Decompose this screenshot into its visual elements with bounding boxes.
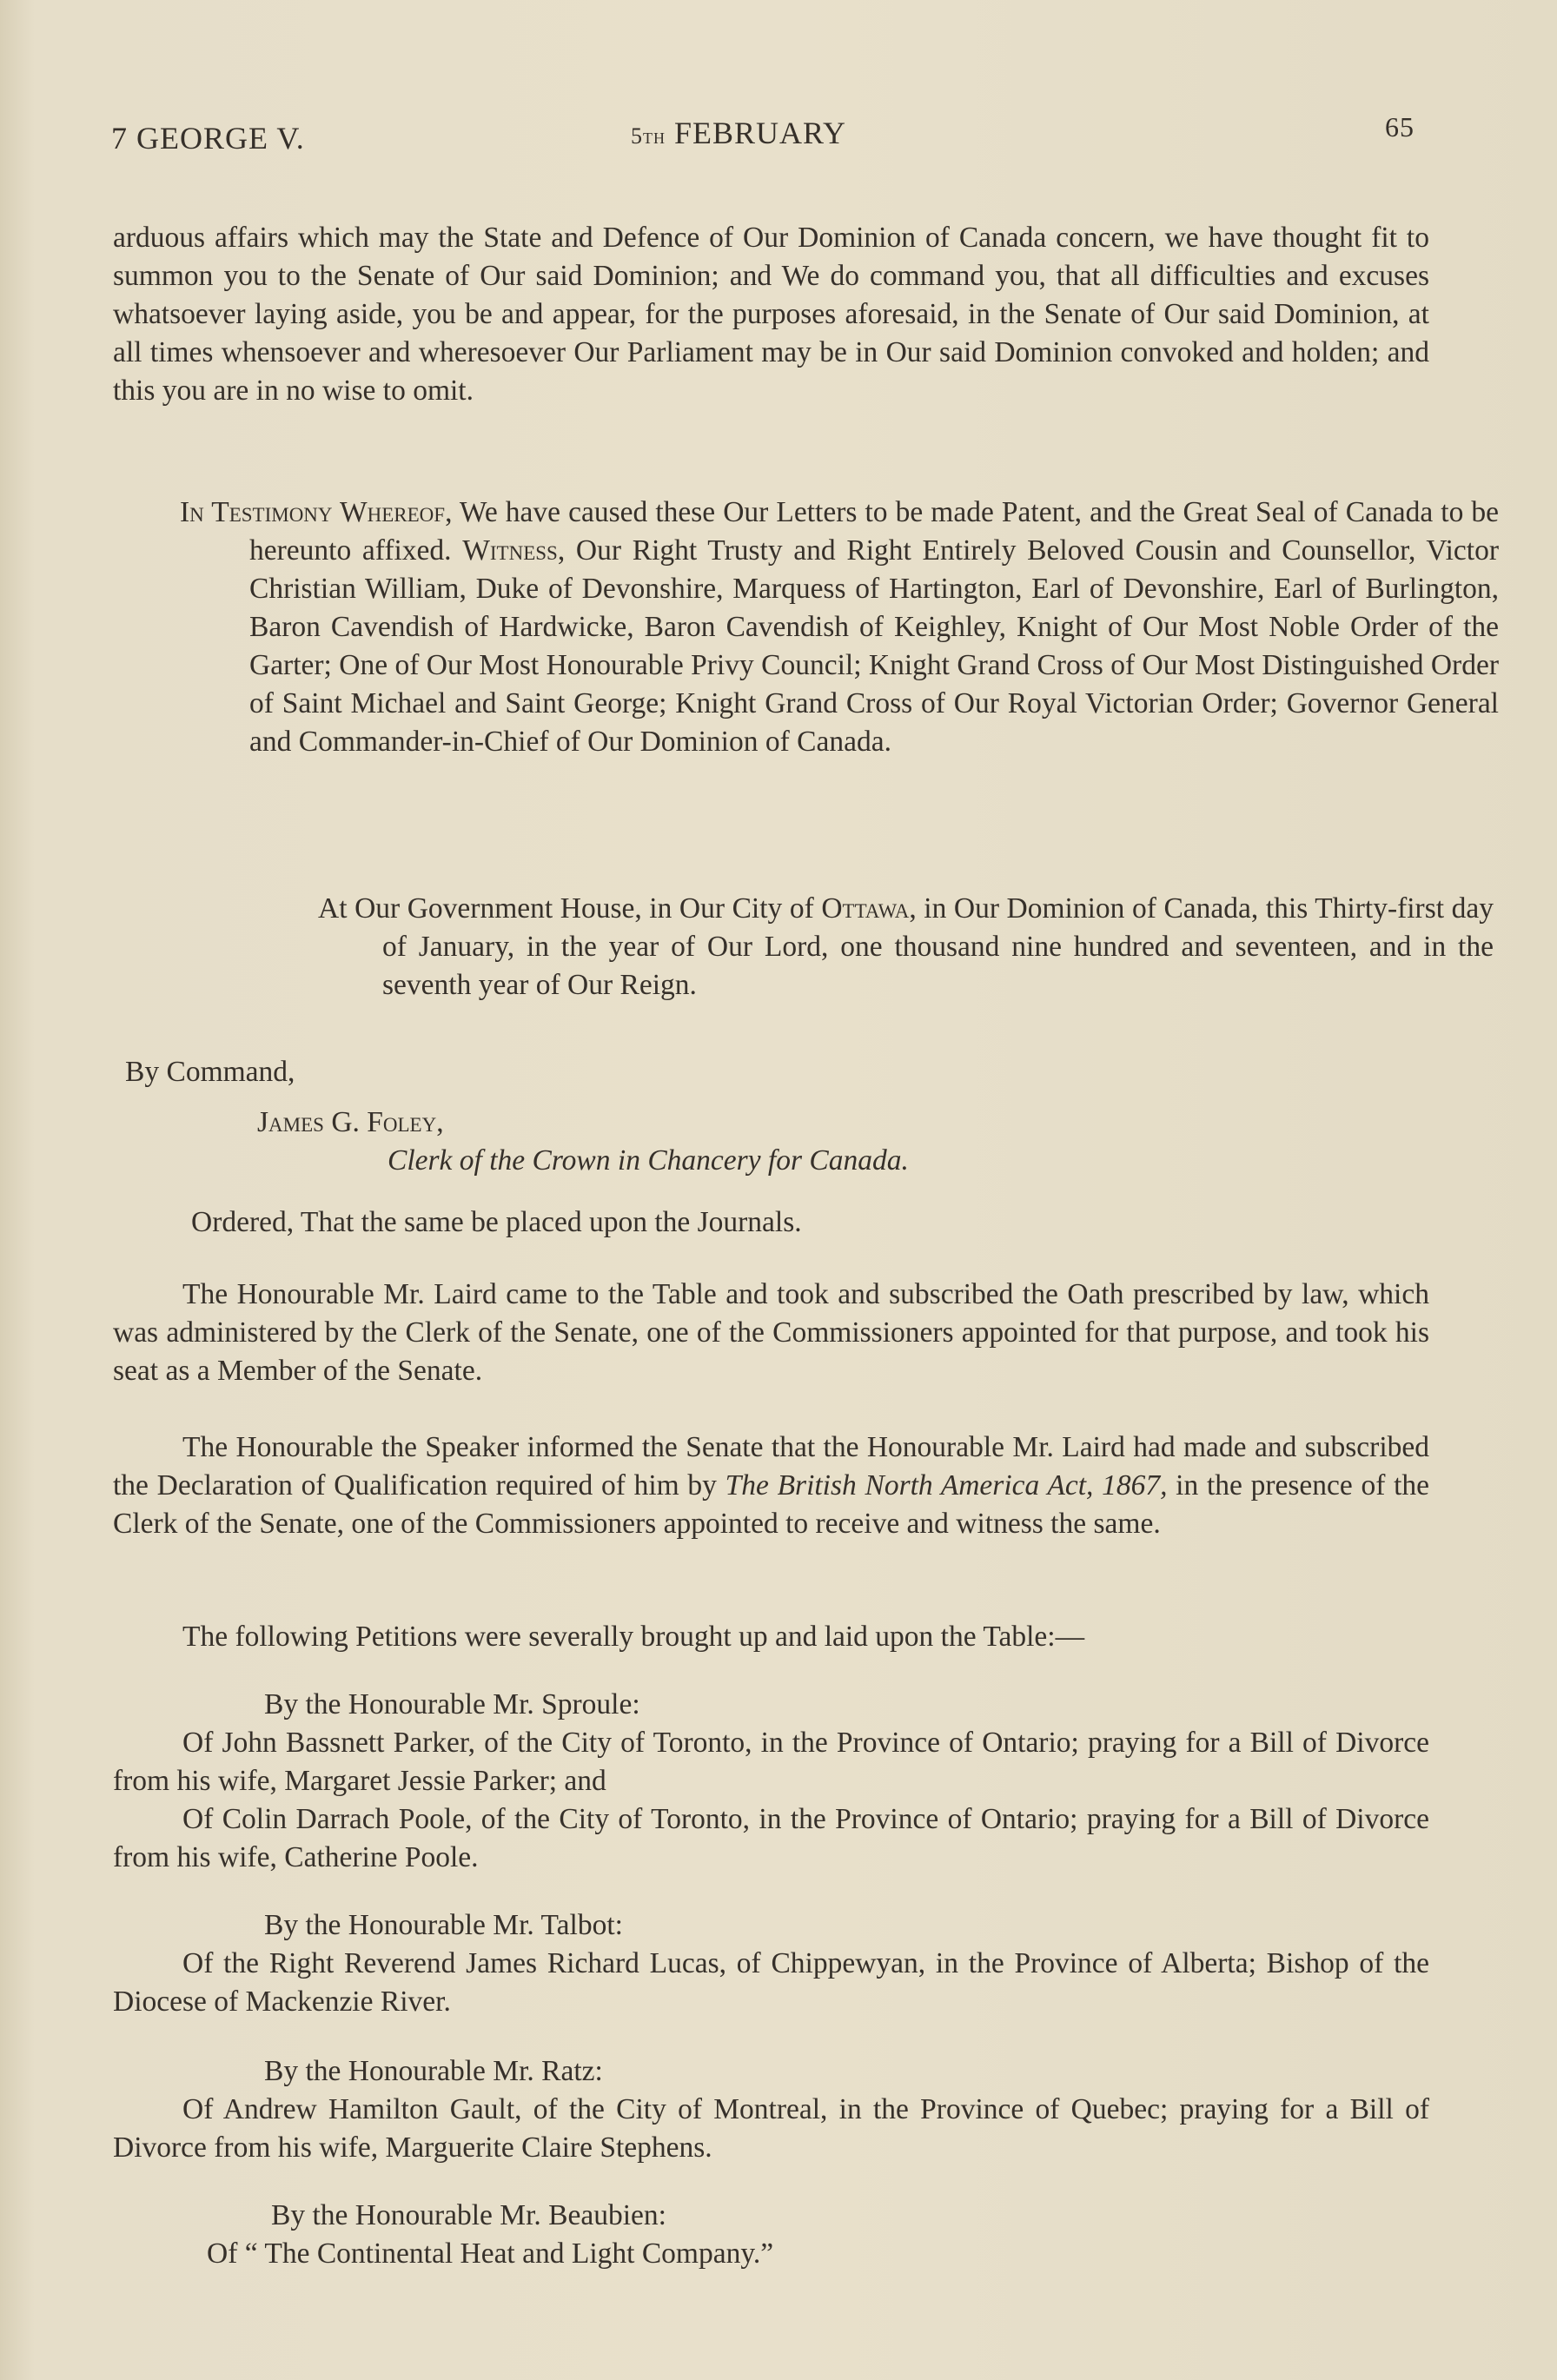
beaubien-petition-1: Of “ The Continental Heat and Light Company.” [207, 2237, 774, 2270]
government-house-paragraph [318, 890, 1494, 1004]
witness-lead: Witness, [462, 534, 566, 567]
testimony-lead: In Testimony Whereof, [180, 495, 453, 528]
sproule-petition-2: Of Colin Darrach Poole, of the City of Toronto, in the Province of Ontario; praying for a Bill of Divorce from his wife, Catherine Poole. [113, 1802, 1429, 1873]
ratz-petition-1: Of Andrew Hamilton Gault, of the City of Montreal, in the Province of Quebec; praying for a Bill of Divorce from his wife, Marguerite Claire Stephens. [113, 2092, 1429, 2164]
page-number: 65 [1385, 111, 1415, 143]
govhouse-text-b: , in Our Dominion of Canada, this Thirty-first day of January, in the year of Our Lord, one thousand nine hundred and seventeen, and in the seventh year of Our Reign. [382, 892, 1494, 1001]
testimony-text-a: We have caused these Our Letters to be made Patent, and the Great Seal of Canada to be hereunto affixed. [249, 495, 1500, 567]
signatory-name: James G. Foley, [257, 1105, 444, 1138]
beaubien-heading: By the Honourable Mr. Beaubien: [271, 2198, 666, 2231]
speaker-text-a: The Honourable the Speaker informed the Senate that the Honourable Mr. Laird had made and subscribed the Declaration of Qualification required of him by [113, 1430, 1429, 1502]
header-date [631, 115, 846, 151]
by-command: By Command, [125, 1055, 295, 1088]
talbot-heading: By the Honourable Mr. Talbot: [264, 1908, 623, 1941]
laird-oath-paragraph: The Honourable Mr. Laird came to the Table and took and subscribed the Oath prescribed by law, which was administered by the Clerk of the Senate, one of the Commissioners appointed for that purpose, and took his seat as a Member of the Senate. [113, 1277, 1429, 1387]
govhouse-text-a: At Our Government House, in Our City of [318, 892, 822, 925]
talbot-petition-1: Of the Right Reverend James Richard Lucas, of Chippewyan, in the Province of Alberta; Bishop of the Diocese of Mackenzie River. [113, 1946, 1429, 2018]
header-date-prefix: 5th [631, 123, 666, 149]
speaker-declaration-paragraph [113, 1429, 1429, 1543]
header-date-month: FEBRUARY [674, 116, 847, 150]
act-title: The British North America Act, 1867, [725, 1468, 1168, 1502]
ratz-heading: By the Honourable Mr. Ratz: [264, 2054, 603, 2087]
city-ottawa: Ottawa [821, 892, 910, 925]
summons-paragraph: arduous affairs which may the State and Defence of Our Dominion of Canada concern, we have thought fit to summon you to the Senate of Our said Dominion; and We do command you, that all difficulties and excuses whatsoever laying aside, you be and appear, for the purposes aforesaid, in the Senate of Our said Dominion, at all times whensoever and wheresoever Our Parliament may be in Our said Dominion convoked and holden; and this you are in no wise to omit. [113, 222, 1429, 407]
speaker-text-b: in the presence of the Clerk of the Senate, one of the Commissioners appointed to receive and witness the same. [113, 1468, 1429, 1540]
header-regnal-year: 7 GEORGE V. [111, 121, 305, 156]
testimony-text-b: Our Right Trusty and Right Entirely Beloved Cousin and Counsellor, Victor Christian William, Duke of Devonshire, Marquess of Hartington, Earl of Devonshire, Earl of Burlington, Baron Cavendish of Hardwicke, Baron Cavendish of Keighley, Knight of Our Most Noble Order of the Garter; One of Our Most Honourable Privy Council; Knight Grand Cross of Our Most Distinguished Order of Saint Michael and Saint George; Knight Grand Cross of Our Royal Victorian Order; Governor General and Commander-in-Chief of Our Dominion of Canada. [249, 534, 1499, 758]
signatory-title: Clerk of the Crown in Chancery for Canada. [388, 1144, 909, 1177]
sproule-petition-1: Of John Bassnett Parker, of the City of Toronto, in the Province of Ontario; praying for a Bill of Divorce from his wife, Margaret Jessie Parker; and [113, 1726, 1429, 1797]
page-header [111, 111, 1415, 158]
sproule-heading: By the Honourable Mr. Sproule: [264, 1687, 640, 1720]
petitions-intro: The following Petitions were severally brought up and laid upon the Table:— [182, 1620, 1085, 1653]
ordered-paragraph: Ordered, That the same be placed upon the Journals. [191, 1205, 802, 1238]
testimony-paragraph [180, 494, 1499, 761]
